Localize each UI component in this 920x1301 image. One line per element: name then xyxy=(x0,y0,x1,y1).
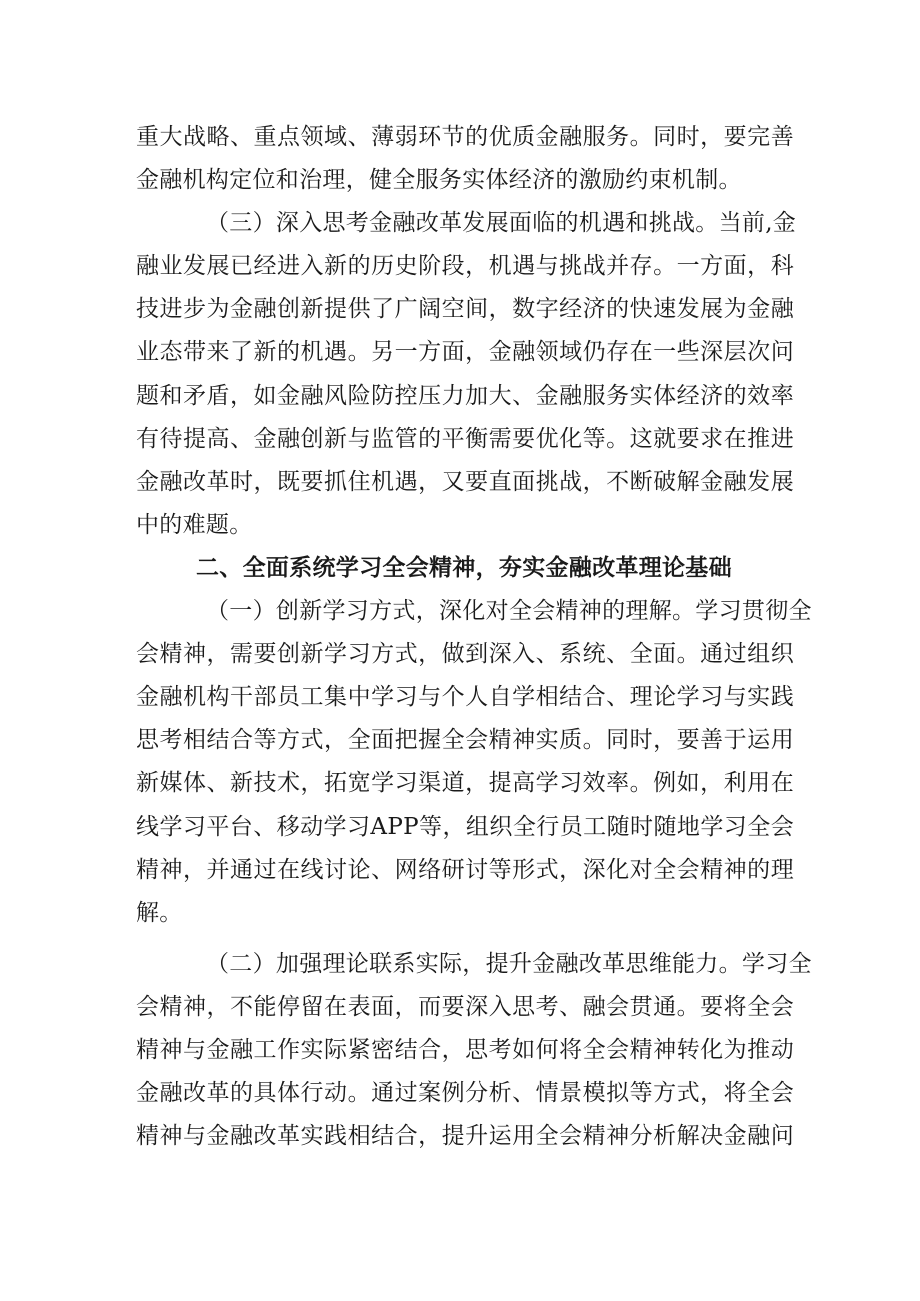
text-line: 业态带来了新的机遇。另一方面，金融领域仍存在一些深层次问 xyxy=(136,339,794,366)
text-line: 精神与金融工作实际紧密结合，思考如何将全会精神转化为推动 xyxy=(136,1036,794,1063)
text-line: 会精神，不能停留在表面，而要深入思考、融会贯通。要将全会 xyxy=(136,993,794,1020)
text-line: 新媒体、新技术，拓宽学习渠道，提高学习效率。例如，利用在 xyxy=(136,770,794,797)
section-heading: 二、全面系统学习全会精神，夯实金融改革理论基础 xyxy=(196,554,732,581)
text-line: 思考相结合等方式，全面把握全会精神实质。同时，要善于运用 xyxy=(136,727,794,754)
document-body xyxy=(136,116,812,1158)
text-line: 精神与金融改革实践相结合，提升运用全会精神分析解决金融问 xyxy=(136,1123,794,1150)
text-line: 金融改革时，既要抓住机遇，又要直面挑战，不断破解金融发展 xyxy=(136,468,794,495)
paragraph-gap xyxy=(136,935,794,943)
text-line: 金融机构干部员工集中学习与个人自学相结合、理论学习与实践 xyxy=(136,684,794,711)
paragraph-last-line: 金融机构定位和治理，健全服务实体经济的激励约束机制。 xyxy=(136,167,742,194)
text-line: 重大战略、重点领域、薄弱环节的优质金融服务。同时，要完善 xyxy=(136,124,794,150)
paragraph-first-line: （二）加强理论联系实际，提升金融改革思维能力。学习全 xyxy=(206,950,812,977)
paragraph-first-line: （一）创新学习方式，深化对全会精神的理解。学习贯彻全 xyxy=(206,598,812,625)
text-line: 精神，并通过在线讨论、网络研讨等形式，深化对全会精神的理 xyxy=(136,856,794,883)
text-line: 题和矛盾，如金融风险防控压力加大、金融服务实体经济的效率 xyxy=(136,382,794,409)
text-line: 有待提高、金融创新与监管的平衡需要优化等。这就要求在推进 xyxy=(136,425,794,452)
text-line: 线学习平台、移动学习APP等，组织全行员工随时随地学习全会 xyxy=(136,813,794,840)
text-line: 融业发展已经进入新的历史阶段，机遇与挑战并存。一方面，科 xyxy=(136,253,794,280)
paragraph-first-line: （三）深入思考金融改革发展面临的机遇和挑战。当前,金 xyxy=(206,210,797,237)
text-line: 金融改革的具体行动。通过案例分析、情景模拟等方式，将全会 xyxy=(136,1080,794,1107)
paragraph-last-line: 解。 xyxy=(136,899,183,926)
paragraph-last-line: 中的难题。 xyxy=(136,511,253,538)
text-line: 技进步为金融创新提供了广阔空间，数字经济的快速发展为金融 xyxy=(136,296,794,323)
text-line: 会精神，需要创新学习方式，做到深入、系统、全面。通过组织 xyxy=(136,641,794,668)
